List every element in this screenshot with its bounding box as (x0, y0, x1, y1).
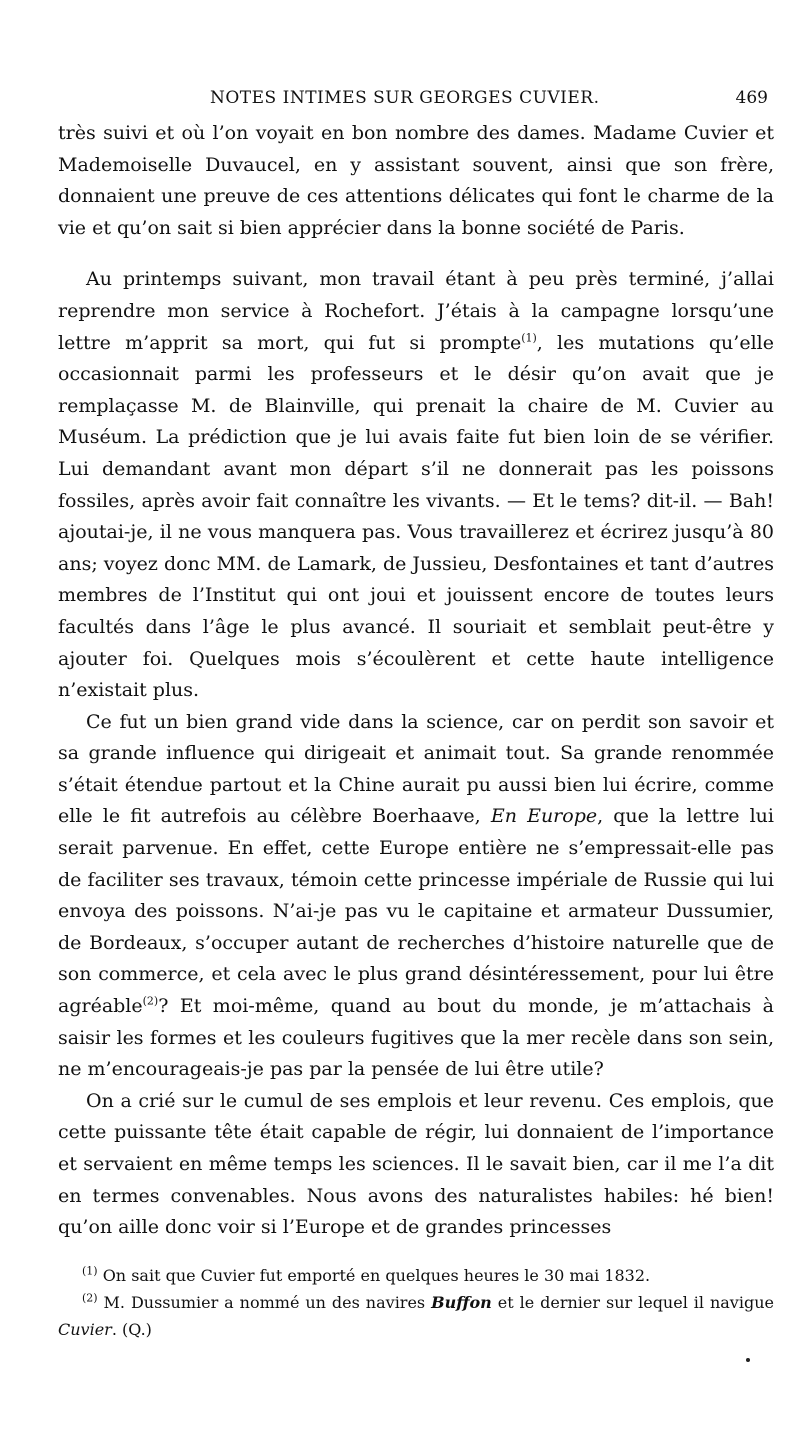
paragraph-1: très suivi et où l’on voyait en bon nombre des dames. Madame Cuvier et Mademoiselle Duvaucel, en y assistant souvent, ainsi que son frère, donnaient une preuve de ces attentions délicates qui font le charme de la vie et qu’on sait si bien apprécier dans la bonne société de Paris. (58, 122, 774, 239)
ink-speck (746, 1358, 750, 1362)
footnote-1-text: On sait que Cuvier fut emporté en quelques heures le 30 mai 1832. (102, 1266, 651, 1285)
paragraph-3-italic: En Europe (490, 805, 598, 828)
footnote-2-marker: (2) (82, 1291, 98, 1305)
footnote-1-marker: (1) (82, 1264, 98, 1278)
paragraph-3 (58, 707, 774, 1086)
footnote-2-tail: . (Q.) (111, 1320, 152, 1339)
footnote-2-text-2: et le dernier sur lequel il navigue (497, 1293, 774, 1312)
paragraph-4: On a crié sur le cumul de ses emplois et leur revenu. Ces emplois, que cette puissante tête était capable de régir, lui donnaient de l’importance et servaient en même temps les sciences. Il le savait bien, car il me l’a dit en termes convenables. Nous avons des naturalistes habiles: hé bien! qu’on aille donc voir si l’Europe et de grandes princesses (58, 1089, 774, 1239)
footnotes (58, 1262, 774, 1343)
paragraph-2-part-1: Au printemps suivant, mon travail étant à peu près terminé, j’allai reprendre mon service à Rochefort. J’étais à la campagne lorsqu’une lettre m’apprit sa mort, qui fut si prompte (58, 268, 774, 354)
footnote-ref-1: (1) (521, 331, 537, 345)
running-title: NOTES INTIMES SUR GEORGES CUVIER. (210, 88, 600, 108)
body-text (58, 118, 774, 1244)
paragraph-3-part-2: , que la lettre lui serait parvenue. En effet, cette Europe entière ne s’empressait-elle pas de faciliter ses travaux, témoin cette princesse impériale de Russie qui lui envoya des poissons. N’ai-je pas vu le capitaine et armateur Dussumier, de Bordeaux, s’occuper autant de recherches d’histoire naturelle que de son commerce, et cela avec le plus grand désintéressement, pour lui être agréable (58, 805, 774, 1018)
footnote-2-ship-2: Cuvier (58, 1320, 112, 1339)
footnote-2 (58, 1289, 774, 1343)
paragraph-2-part-2: , les mutations qu’elle occasionnait parmi les professeurs et le désir qu’on avait que je remplaçasse M. de Blainville, qui prenait la chaire de M. Cuvier au Muséum. La prédiction que je lui avais faite fut bien loin de se vérifier. Lui demandant avant mon départ s’il ne donnerait pas les poissons fossiles, après avoir fait connaître les vivants. — Et le tems? dit-il. — Bah! ajoutai-je, il ne vous manquera pas. Vous travaillerez et écrirez jusqu’à 80 ans; voyez donc MM. de Lamark, de Jussieu, Desfontaines et tant d’autres membres de l’Institut qui ont joui et jouissent encore de toutes leurs facultés dans l’âge le plus avancé. Il souriait et semblait peut-être y ajouter foi. Quelques mois s’écoulèrent et cette haute intelligence n’existait plus. (58, 331, 774, 702)
paragraph-3-part-1: Ce fut un bien grand vide dans la science, car on perdit son savoir et sa grande influence qui dirigeait et animait tout. Sa grande renommée s’était étendue partout et la Chine aurait pu aussi bien lui écrire, comme elle le fit autrefois au célèbre Boerhaave, (58, 710, 774, 828)
footnote-ref-2: (2) (142, 994, 159, 1008)
footnote-2-ship: Buffon (431, 1293, 492, 1312)
page-number: 469 (735, 88, 768, 108)
paragraph-2 (58, 264, 774, 706)
running-header (60, 88, 768, 114)
footnote-2-text-1: M. Dussumier a nommé un des navires (103, 1293, 426, 1312)
paragraph-3-part-3: ? Et moi-même, quand au bout du monde, je m’attachais à saisir les formes et les couleurs fugitives que la mer recèle dans son sein, ne m’encourageais-je pas par la pensée de lui être utile? (58, 995, 774, 1081)
footnote-1 (58, 1262, 774, 1289)
